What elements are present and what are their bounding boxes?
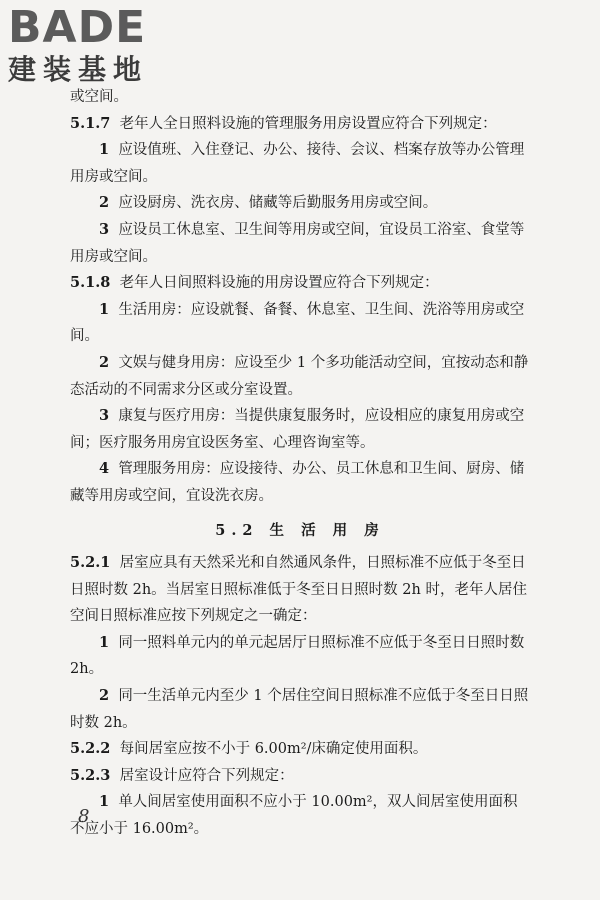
- clause-number: 5.1.7: [70, 114, 111, 132]
- section-title: 5.2 生 活 用 房: [215, 521, 385, 539]
- clause-text: 老年人全日照料设施的管理服务用房设置应符合下列规定：: [119, 115, 497, 132]
- clause-number: 5.2.2: [70, 740, 111, 758]
- clause-5-2-3: [70, 763, 530, 790]
- clause-number: 5.2.3: [70, 766, 111, 784]
- clause-number: 5.1.8: [70, 274, 111, 292]
- clause-text: 每间居室应按不小于 6.00m²/床确定使用面积。: [119, 741, 428, 758]
- list-item: 3 应设员工休息室、卫生间等用房或空间，宜设员工浴室、食堂等用房或空间。: [70, 220, 525, 265]
- clause-5-2-2: [70, 736, 530, 763]
- list-item: 2 应设厨房、洗衣房、储藏等后勤服务用房或空间。: [99, 194, 438, 212]
- clause-text: 居室设计应符合下列规定：: [119, 767, 294, 784]
- list-item: 1 单人间居室使用面积不应小于 10.00m²，双人间居室使用面积不应小于 16.00m²。: [70, 793, 518, 838]
- logo-chinese: 建装基地: [8, 53, 149, 86]
- clause-5-1-8: [70, 270, 530, 297]
- logo: [8, 4, 178, 88]
- logo-wordmark: BADE: [8, 2, 147, 53]
- clause-5-2-1: [70, 550, 530, 630]
- text-line: 或空间。: [70, 89, 128, 105]
- clause-number: 5.2.1: [70, 554, 111, 572]
- clause-5-1-7: [70, 111, 530, 138]
- document-body: [70, 84, 530, 843]
- list-item: 4 管理服务用房：应设接待、办公、员工休息和卫生间、厨房、储藏等用房或空间，宜设洗衣房。: [70, 460, 525, 504]
- list-item: 2 同一生活单元内至少 1 个居住空间日照标准不应低于冬至日日照时数 2h。: [70, 687, 529, 731]
- list-item: 1 生活用房：应设就餐、备餐、休息室、卫生间、洗浴等用房或空间。: [70, 300, 525, 345]
- list-item: 1 同一照料单元内的单元起居厅日照标准不应低于冬至日日照时数 2h。: [70, 633, 525, 678]
- list-item: 2 文娱与健身用房：应设至少 1 个多功能活动空间，宜按动态和静态活动的不同需求分区或分室设置。: [70, 353, 529, 398]
- list-item: 1 应设值班、入住登记、办公、接待、会议、档案存放等办公管理用房或空间。: [70, 141, 525, 185]
- page-number: 8: [78, 806, 90, 827]
- list-item: 3 康复与医疗用房：当提供康复服务时，应设相应的康复用房或空间；医疗服务用房宜设医务室、心理咨询室等。: [70, 407, 525, 451]
- clause-text: 老年人日间照料设施的用房设置应符合下列规定：: [119, 275, 439, 292]
- clause-text: 居室应具有天然采光和自然通风条件，日照标准不应低于冬至日日照时数 2h。当居室日照标准低于冬至日日照时数 2h 时，老年人居住空间日照标准应按下列规定之一确定：: [70, 555, 527, 625]
